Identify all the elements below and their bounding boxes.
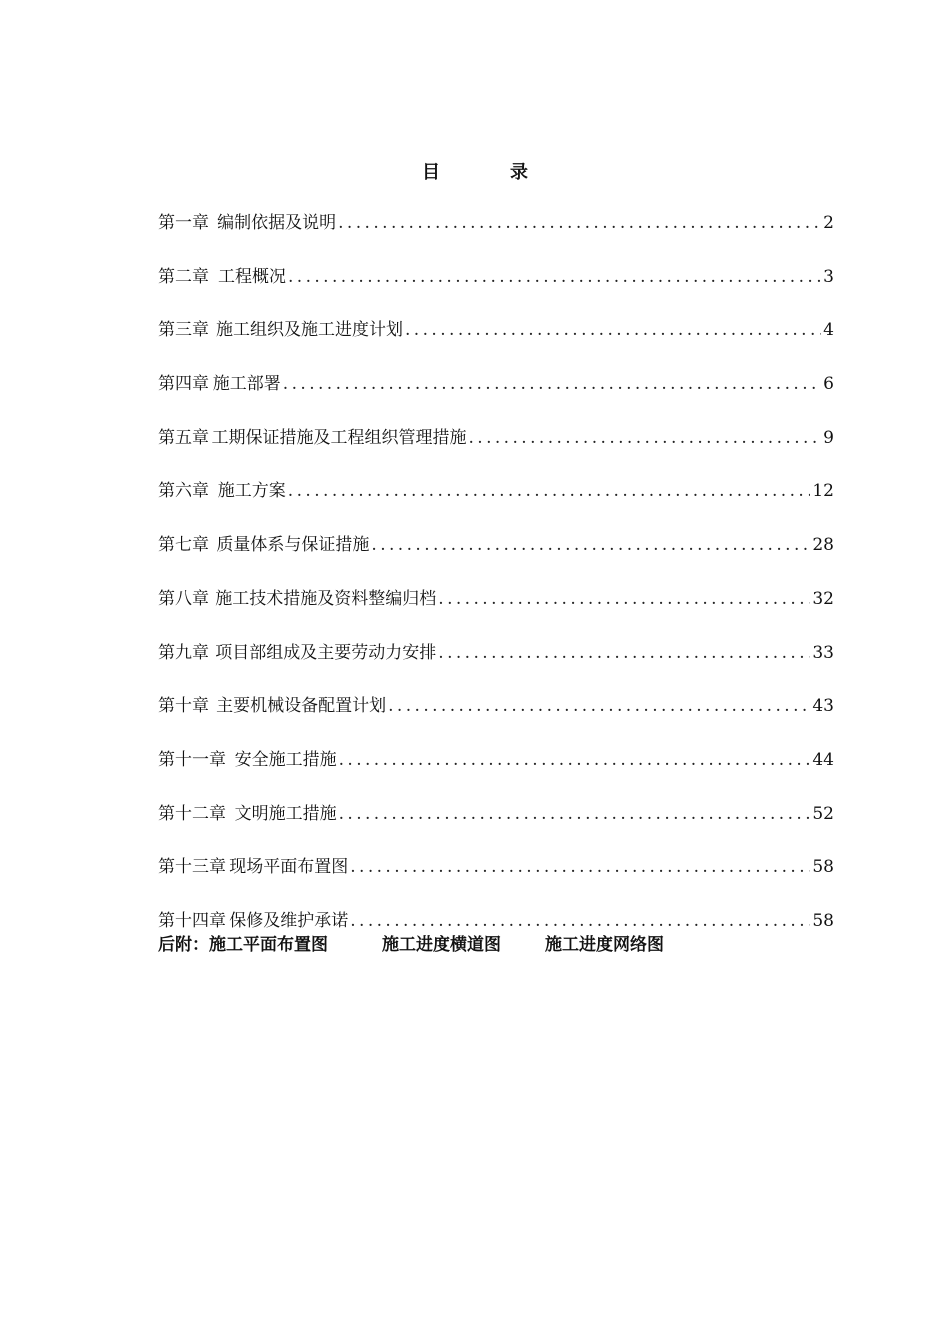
toc-chapter-label: 第十二章 <box>158 803 226 824</box>
toc-entry-name: 施工方案 <box>217 481 286 502</box>
toc-page-number: 2 <box>823 213 834 233</box>
toc-page-number: 12 <box>812 481 834 502</box>
toc-dot-leader <box>350 852 810 882</box>
toc-chapter-label: 第一章 <box>158 213 209 233</box>
toc-entry-3[interactable] <box>158 315 834 369</box>
toc-dot-leader <box>288 262 821 292</box>
appendix-item-gantt-chart: 施工进度横道图 <box>382 935 501 955</box>
toc-chapter-label: 第十章 <box>158 696 209 717</box>
toc-chapter-label: 第七章 <box>158 535 209 556</box>
toc-entry-name: 工程概况 <box>217 266 286 287</box>
toc-dot-leader <box>438 638 810 668</box>
toc-entry-6[interactable] <box>158 476 834 530</box>
toc-entry-13[interactable] <box>158 852 834 906</box>
toc-chapter-label: 第四章 <box>158 374 209 395</box>
toc-page-number: 58 <box>812 857 834 878</box>
toc-entry-name: 质量体系与保证措施 <box>216 535 370 556</box>
toc-chapter-label: 第六章 <box>158 481 209 502</box>
toc-entry-5[interactable] <box>158 423 834 477</box>
toc-entry-4[interactable] <box>158 369 834 423</box>
toc-page-number: 3 <box>823 266 834 287</box>
toc-entry-name: 保修及维护承诺 <box>229 910 349 931</box>
toc-dot-leader <box>338 208 821 238</box>
appendix-item-network-diagram: 施工进度网络图 <box>545 935 664 955</box>
toc-entry-name: 主要机械设备配置计划 <box>216 696 387 717</box>
toc-dot-leader <box>438 584 810 614</box>
toc-chapter-label: 第九章 <box>158 642 209 663</box>
toc-entry-9[interactable] <box>158 638 834 692</box>
toc-page-number: 6 <box>823 374 834 395</box>
toc-dot-leader <box>283 369 821 399</box>
toc-entry-name: 编制依据及说明 <box>217 213 337 233</box>
toc-chapter-label: 第八章 <box>158 588 209 609</box>
toc-list <box>158 208 834 932</box>
toc-page-number: 28 <box>812 535 834 556</box>
toc-entry-10[interactable] <box>158 691 834 745</box>
toc-page-number: 4 <box>823 320 834 341</box>
toc-entry-name: 文明施工措施 <box>234 803 337 824</box>
toc-entry-name: 安全施工措施 <box>234 749 337 770</box>
appendix-item-site-layout: 施工平面布置图 <box>209 935 328 955</box>
toc-chapter-label: 第二章 <box>158 266 209 287</box>
toc-dot-leader <box>339 745 811 775</box>
toc-entry-name: 施工组织及施工进度计划 <box>216 320 403 341</box>
toc-dot-leader <box>468 423 821 453</box>
toc-entry-1[interactable] <box>158 208 834 262</box>
appendix-label: 后附： <box>158 935 209 955</box>
appendix-line <box>158 932 664 958</box>
toc-dot-leader <box>388 691 810 721</box>
toc-chapter-label: 第十一章 <box>158 749 226 770</box>
toc-entry-12[interactable] <box>158 799 834 853</box>
toc-chapter-label: 第十三章 <box>158 857 226 878</box>
toc-page-number: 43 <box>812 696 834 717</box>
toc-entry-name: 工期保证措施及工程组织管理措施 <box>211 427 467 448</box>
toc-chapter-label: 第五章 <box>158 427 209 448</box>
toc-entry-name: 施工技术措施及资料整编归档 <box>215 588 437 609</box>
toc-entry-7[interactable] <box>158 530 834 584</box>
toc-entry-11[interactable] <box>158 745 834 799</box>
toc-entry-2[interactable] <box>158 262 834 316</box>
toc-dot-leader <box>339 799 811 829</box>
toc-title-part1: 目 <box>422 162 440 183</box>
toc-entry-name: 项目部组成及主要劳动力安排 <box>215 642 437 663</box>
toc-page-number: 33 <box>812 642 834 663</box>
toc-page-number: 58 <box>812 910 834 931</box>
toc-chapter-label: 第十四章 <box>158 910 226 931</box>
toc-dot-leader <box>405 315 821 345</box>
toc-entry-name: 现场平面布置图 <box>229 857 349 878</box>
toc-entry-14[interactable] <box>158 906 834 932</box>
toc-entry-name: 施工部署 <box>212 374 281 395</box>
toc-chapter-label: 第三章 <box>158 320 209 341</box>
toc-page-number: 9 <box>823 427 834 448</box>
toc-title <box>0 158 950 184</box>
toc-dot-leader <box>371 530 810 560</box>
toc-entry-8[interactable] <box>158 584 834 638</box>
toc-page-number: 52 <box>812 803 834 824</box>
toc-title-part2: 录 <box>510 162 528 183</box>
toc-dot-leader <box>288 476 811 506</box>
toc-page-number: 32 <box>812 588 834 609</box>
toc-page-number: 44 <box>812 749 834 770</box>
